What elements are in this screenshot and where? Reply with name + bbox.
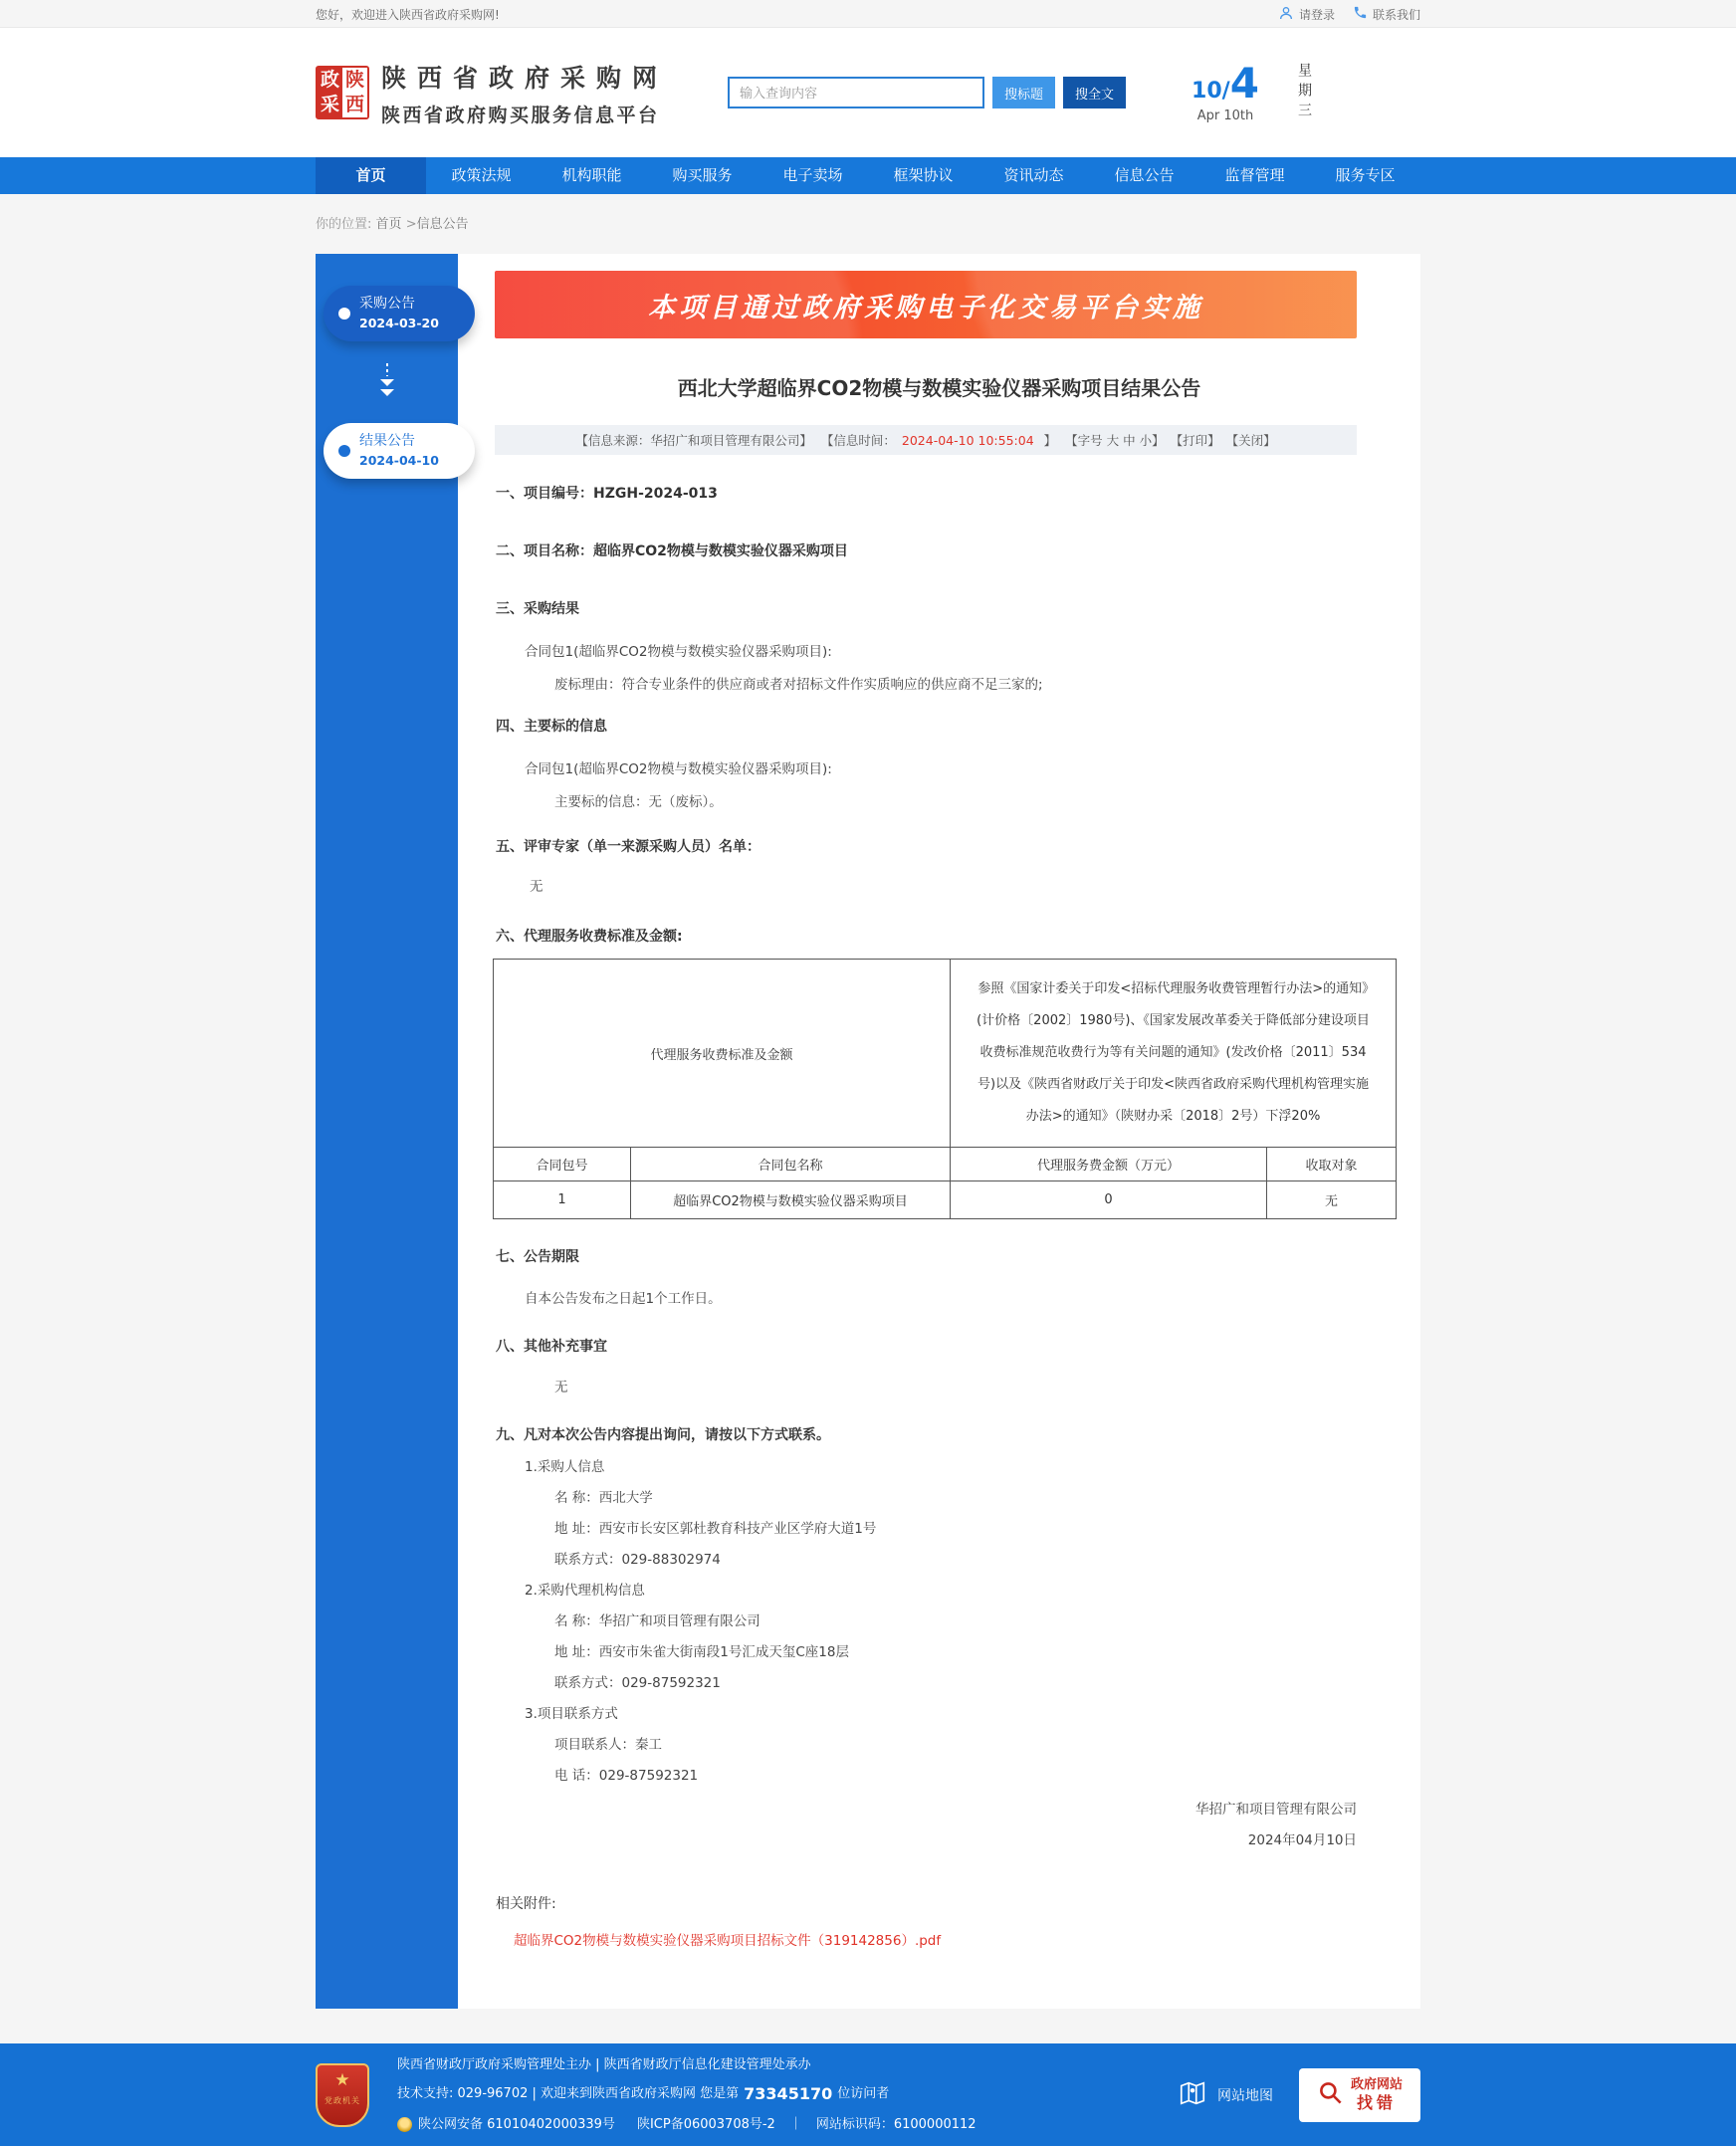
date-english: Apr 10th	[1196, 107, 1254, 123]
contact-line: 地 址：西安市朱雀大街南段1号汇成天玺C座18层	[554, 1644, 849, 1660]
attachment-pdf-link[interactable]: 超临界CO2物模与数模实验仪器采购项目招标文件（319142856）.pdf	[514, 1933, 942, 1949]
breadcrumb-label: 你的位置:	[316, 217, 372, 232]
date-day: 4	[1229, 58, 1259, 107]
site-title: 陕西省政府采购网	[381, 63, 669, 93]
table-cell: 无	[1267, 1181, 1397, 1219]
footer-separator: ｜	[788, 2116, 802, 2132]
sitemap-label: 网站地图	[1217, 2087, 1273, 2104]
contact-line: 名 称：西北大学	[554, 1490, 653, 1506]
section-8-line: 无	[554, 1380, 568, 1395]
contact-line: 名 称：华招广和项目管理有限公司	[554, 1613, 760, 1629]
topbar	[0, 0, 1736, 28]
err-badge-subtitle: 找错	[1356, 2092, 1397, 2112]
dot-icon	[338, 308, 350, 320]
logo-char: 陕	[342, 68, 367, 93]
meta-time-segment	[818, 431, 1059, 449]
sidebar-item-procurement-notice[interactable]	[324, 286, 475, 341]
meta-time-suffix: 】	[1043, 433, 1057, 448]
err-badge-title: 政府网站	[1350, 2077, 1403, 2093]
footer-registration-line	[397, 2117, 976, 2132]
table-merged-row	[494, 960, 1397, 1148]
close-button[interactable]: 【关闭】	[1225, 433, 1276, 448]
section-3-line: 废标理由：符合专业条件的供应商或者对招标文件作实质响应的供应商不足三家的;	[554, 677, 1043, 693]
nav-item-supervision[interactable]: 监督管理	[1224, 166, 1285, 184]
emblem-label: 党政机关	[325, 2095, 360, 2105]
site-subtitle: 陕西省政府购买服务信息平台	[381, 104, 660, 126]
print-button[interactable]: 【打印】	[1170, 433, 1220, 448]
search-title-button[interactable]: 搜标题	[992, 77, 1055, 108]
sidebar-item-date: 2024-04-10	[359, 452, 439, 468]
public-security-record-link[interactable]: 陕公网安备 61010402000339号	[418, 2116, 615, 2132]
signature-company: 华招广和项目管理有限公司	[1195, 1802, 1357, 1818]
contact-line: 2.采购代理机构信息	[525, 1583, 645, 1599]
meta-time-prefix: 【信息时间：	[820, 433, 896, 448]
section-6-heading: 六、代理服务收费标准及金额:	[496, 929, 683, 945]
header	[0, 28, 1736, 157]
contact-line: 电 话：029-87592321	[554, 1768, 699, 1784]
welcome-text: 您好，欢迎进入陕西省政府采购网!	[316, 7, 500, 22]
platform-banner: 本项目通过政府采购电子化交易平台实施	[495, 271, 1357, 338]
table-header-cell: 收取对象	[1267, 1148, 1397, 1181]
nav-item-emall[interactable]: 电子卖场	[782, 166, 843, 184]
attachments-label: 相关附件:	[496, 1896, 556, 1912]
contact-line: 项目联系人：秦工	[554, 1737, 662, 1753]
search-fulltext-button[interactable]: 搜全文	[1063, 77, 1126, 108]
main-nav	[0, 157, 1736, 194]
police-badge-icon	[397, 2117, 412, 2132]
breadcrumb-home-link[interactable]: 首页	[375, 217, 402, 232]
table-merged-label: 代理服务收费标准及金额	[494, 960, 951, 1148]
section-8-heading: 八、其他补充事宜	[496, 1339, 607, 1355]
section-5-heading: 五、评审专家（单一来源采购人员）名单：	[496, 839, 760, 855]
announcement-sidebar	[316, 254, 458, 2009]
font-size-controls[interactable]: 【字号 大 中 小】	[1065, 433, 1165, 448]
nav-item-functions[interactable]: 机构职能	[561, 166, 622, 184]
nav-item-announcements[interactable]: 信息公告	[1114, 166, 1175, 184]
table-cell: 1	[494, 1181, 631, 1219]
contact-line: 联系方式：029-88302974	[554, 1552, 721, 1568]
footer-support-line	[397, 2083, 976, 2103]
visitor-count: 73345170	[744, 2083, 833, 2103]
logo-char: 西	[342, 93, 367, 117]
nav-item-framework[interactable]: 框架协议	[893, 166, 954, 184]
article-panel	[458, 254, 1420, 2009]
table-header-cell: 合同包号	[494, 1148, 631, 1181]
date-month: 10/	[1192, 78, 1230, 104]
arrow-down-icon	[316, 361, 458, 401]
section-3-heading: 三、采购结果	[496, 601, 579, 617]
nav-item-home[interactable]: 首页	[316, 157, 426, 194]
table-cell: 超临界CO2物模与数模实验仪器采购项目	[631, 1181, 951, 1219]
table-cell: 0	[951, 1181, 1267, 1219]
sidebar-item-date: 2024-03-20	[359, 315, 439, 330]
section-4-line: 合同包1(超临界CO2物模与数模实验仪器采购项目):	[525, 761, 832, 777]
section-1-heading: 一、项目编号：HZGH-2024-013	[496, 486, 718, 502]
nav-item-purchase-services[interactable]: 购买服务	[672, 166, 733, 184]
section-7-line: 自本公告发布之日起1个工作日。	[525, 1291, 722, 1307]
contact-line: 联系方式：029-87592321	[554, 1675, 721, 1691]
magnifier-icon	[1317, 2079, 1345, 2111]
contact-info	[458, 1458, 1420, 1785]
table-header-cell: 代理服务费金额（万元）	[951, 1148, 1267, 1181]
sidebar-item-title: 采购公告	[359, 296, 415, 313]
breadcrumb	[316, 194, 1420, 254]
government-emblem-icon	[316, 2063, 369, 2127]
article-title: 西北大学超临界CO2物模与数模实验仪器采购项目结果公告	[677, 376, 1201, 400]
logo-char: 采	[318, 93, 342, 117]
footer-gap	[0, 2009, 1736, 2043]
section-5-line: 无	[530, 879, 543, 895]
footer-support-prefix: 技术支持: 029-96702 | 欢迎来到陕西省政府采购网 您是第	[397, 2086, 740, 2101]
star-icon: ★	[334, 2069, 350, 2090]
section-4-line: 主要标的信息：无（废标）。	[554, 794, 723, 810]
nav-item-service-zone[interactable]: 服务专区	[1335, 166, 1396, 184]
section-7-heading: 七、公告期限	[496, 1249, 579, 1265]
article-meta-bar	[495, 425, 1357, 455]
section-3-line: 合同包1(超临界CO2物模与数模实验仪器采购项目):	[525, 644, 832, 660]
breadcrumb-separator: >	[405, 217, 417, 232]
footer	[0, 2043, 1736, 2146]
table-merged-text: 参照《国家计委关于印发<招标代理服务收费管理暂行办法>的通知》(计价格〔2002〕1980号)、《国家发展改革委关于降低部分建设项目收费标准规范收费行为等有关问题的通知》(发改价格〔2011〕534号)以及《陕西省财政厅关于印发<陕西省政府采购代理机构管理实施办法>的通知》（陕财办采〔2018〕2号）下浮20%	[951, 960, 1397, 1148]
sitemap-link[interactable]	[1178, 2078, 1273, 2112]
search-input[interactable]	[728, 77, 984, 108]
date-display	[1192, 58, 1259, 123]
login-label: 请登录	[1298, 7, 1335, 22]
table-row	[494, 1181, 1397, 1219]
phone-icon	[1353, 5, 1368, 23]
meta-time-value: 2024-04-10 10:55:04	[901, 433, 1034, 448]
footer-sponsor-line: 陕西省财政厅政府采购管理处主办 | 陕西省财政厅信息化建设管理处承办	[397, 2056, 811, 2072]
gov-site-error-report-badge[interactable]	[1299, 2068, 1420, 2122]
meta-source: 【信息来源：华招广和项目管理有限公司】	[575, 433, 812, 448]
dot-icon	[338, 445, 350, 457]
logo-char: 政	[318, 68, 342, 93]
nav-item-policies[interactable]: 政策法规	[451, 166, 512, 184]
section-2-heading: 二、项目名称：超临界CO2物模与数模实验仪器采购项目	[496, 543, 848, 559]
weekday-label: 星期三	[1295, 63, 1312, 122]
contact-line: 1.采购人信息	[525, 1459, 605, 1475]
user-icon	[1278, 5, 1294, 24]
sidebar-item-title: 结果公告	[359, 433, 415, 450]
footer-support-suffix: 位访问者	[837, 2086, 890, 2101]
site-code: 网站标识码：6100000112	[815, 2116, 976, 2132]
signature-date: 2024年04月10日	[1247, 1832, 1357, 1848]
site-logo[interactable]	[316, 66, 369, 119]
search-bar	[728, 77, 1126, 108]
map-icon	[1178, 2078, 1207, 2112]
table-header-cell: 合同包名称	[631, 1148, 951, 1181]
sidebar-item-result-notice[interactable]	[324, 423, 475, 479]
login-link[interactable]	[1278, 5, 1335, 24]
contact-us-link[interactable]	[1353, 5, 1420, 23]
section-4-heading: 四、主要标的信息	[496, 719, 607, 735]
contact-line: 3.项目联系方式	[525, 1706, 618, 1722]
agency-fee-table	[493, 959, 1397, 1219]
contact-us-label: 联系我们	[1372, 7, 1420, 22]
contact-line: 地 址：西安市长安区郭杜教育科技产业区学府大道1号	[554, 1521, 877, 1537]
table-header-row	[494, 1148, 1397, 1181]
breadcrumb-current: 信息公告	[416, 217, 469, 232]
nav-item-news[interactable]: 资讯动态	[1003, 166, 1064, 184]
section-9-heading: 九、凡对本次公告内容提出询问，请按以下方式联系。	[496, 1427, 830, 1443]
icp-record-link[interactable]: 陕ICP备06003708号-2	[636, 2116, 775, 2132]
